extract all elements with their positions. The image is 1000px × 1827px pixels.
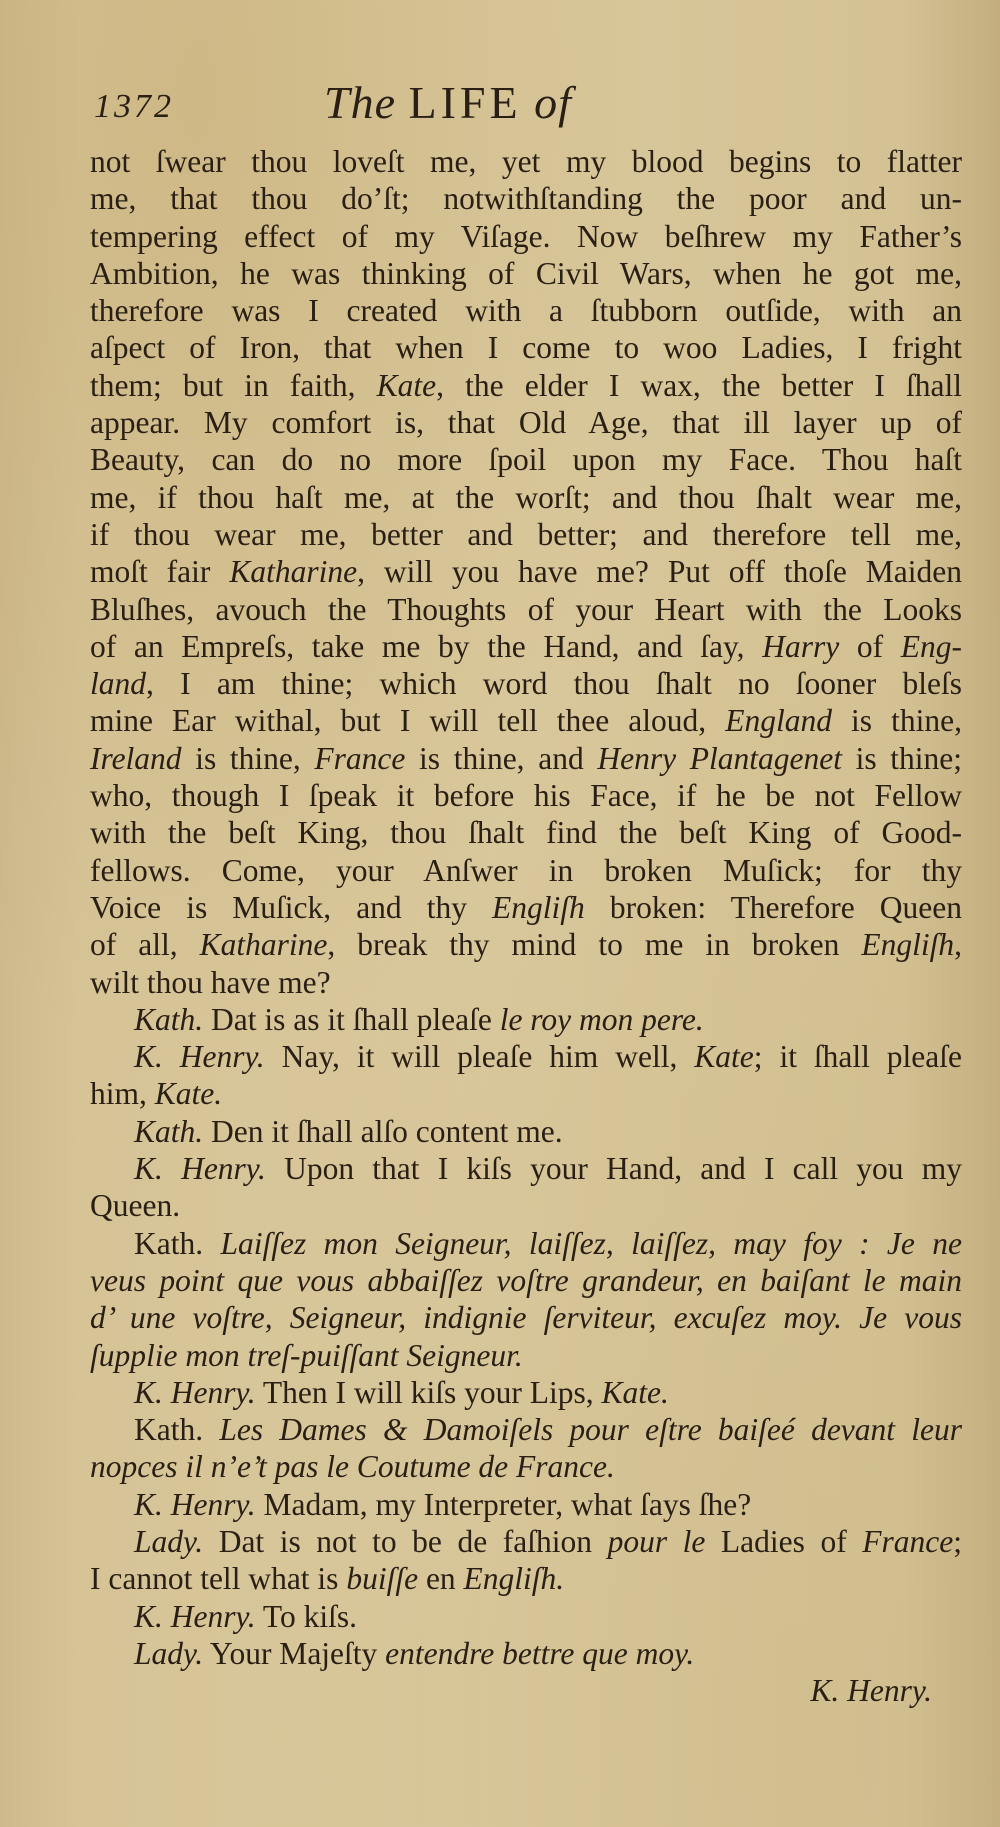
roman-text: him,	[90, 1076, 155, 1112]
text-line	[90, 292, 962, 329]
text-line	[90, 628, 962, 665]
roman-text: I cannot tell what is	[90, 1561, 347, 1597]
roman-text: ,	[954, 927, 962, 963]
text-line	[90, 740, 962, 777]
italic-text: Laiſſez mon Seigneur, laiſſez, laiſſez, may foy : Je ne	[220, 1225, 962, 1261]
text-line	[90, 1337, 962, 1374]
italic-text: K. Henry.	[810, 1673, 932, 1709]
roman-text: Bluſhes, avouch the Thoughts of your Heart with the Looks	[90, 591, 962, 627]
roman-text: Kath.	[134, 1412, 220, 1448]
text-line	[90, 367, 962, 404]
page-number: 1372	[94, 88, 174, 125]
italic-text: England	[725, 703, 832, 739]
italic-text: Kath.	[134, 1113, 204, 1149]
roman-text: of an Empreſs, take me by the Hand, and ſay,	[90, 628, 763, 664]
italic-text: K. Henry.	[134, 1598, 256, 1634]
body-text	[90, 143, 962, 1709]
text-line	[90, 1374, 962, 1411]
roman-text: Queen.	[90, 1188, 181, 1224]
text-line	[90, 926, 962, 963]
running-title-caps: LIFE	[408, 77, 522, 128]
page-header	[94, 77, 964, 132]
roman-text: me, that thou do’ſt; notwithſtanding the poor and un-	[90, 181, 962, 217]
roman-text: ;	[953, 1523, 962, 1559]
italic-text: veus point que vous abbaiſſez voſtre grandeur, en baiſant le main	[90, 1262, 962, 1298]
italic-text: buiſſe	[346, 1561, 419, 1597]
italic-text: Engliſh.	[463, 1561, 565, 1597]
roman-text: Madam, my Interpreter, what ſays ſhe?	[255, 1486, 752, 1522]
italic-text: d’ une voſtre, Seigneur, indignie ſerviteur, excuſez moy. Je vous	[90, 1300, 962, 1336]
roman-text: moſt fair	[90, 554, 230, 590]
roman-text: not ſwear thou loveſt me, yet my blood begins to flatter	[90, 144, 962, 179]
roman-text: Ladies of	[705, 1523, 863, 1559]
italic-text: Les Dames & Damoiſels pour eſtre baiſeé devant leur	[219, 1412, 962, 1448]
roman-text: who, though I ſpeak it before his Face, if he be not Fellow	[90, 778, 962, 814]
italic-text: Harry	[762, 628, 840, 664]
italic-text: Katharine	[229, 554, 358, 590]
text-line	[90, 479, 962, 516]
italic-text: Henry Plantagenet	[597, 740, 842, 776]
roman-text: is thine,	[181, 740, 315, 776]
italic-text: le roy mon pere.	[499, 1001, 704, 1037]
catchword	[90, 1672, 962, 1709]
text-line	[90, 255, 962, 292]
roman-text: Nay, it will pleaſe him well,	[264, 1039, 695, 1075]
italic-text: nopces il n’e’t pas le Coutume de France.	[90, 1449, 615, 1485]
roman-text: them; but in faith,	[90, 367, 377, 403]
roman-text: is thine, and	[405, 740, 598, 776]
running-title-suffix: of	[534, 77, 572, 128]
text-line	[90, 1150, 962, 1187]
text-line	[90, 665, 962, 702]
roman-text: Dat is not to be de faſhion	[203, 1523, 608, 1559]
roman-text: is thine,	[831, 703, 962, 739]
roman-text: Then I will kiſs your Lips,	[255, 1374, 602, 1410]
text-line	[90, 702, 962, 739]
roman-text: tempering effect of my Viſage. Now beſhrew my Father’s	[90, 218, 962, 254]
roman-text: of	[839, 628, 901, 664]
text-line	[90, 591, 962, 628]
text-line	[90, 889, 962, 926]
text-line	[90, 1075, 962, 1112]
text-line	[90, 964, 962, 1001]
italic-text: K. Henry.	[134, 1486, 256, 1522]
text-line	[90, 218, 962, 255]
italic-text: Kate	[376, 367, 437, 403]
roman-text: Kath.	[134, 1225, 221, 1261]
text-line	[90, 180, 962, 217]
italic-text: Kate.	[154, 1076, 223, 1112]
italic-text: Lady.	[134, 1523, 204, 1559]
text-line	[90, 1635, 962, 1672]
text-line	[90, 329, 962, 366]
italic-text: land	[90, 666, 147, 702]
text-line	[90, 516, 962, 553]
text-line	[90, 404, 962, 441]
text-line	[90, 1598, 962, 1635]
roman-text: broken: Therefore Queen	[584, 889, 962, 925]
italic-text: K. Henry.	[134, 1151, 266, 1187]
text-line	[90, 1299, 962, 1336]
roman-text: with the beſt King, thou ſhalt find the beſt King of Good-	[90, 815, 962, 851]
text-line	[90, 1262, 962, 1299]
italic-text: France	[314, 740, 406, 776]
roman-text: en	[418, 1561, 464, 1597]
roman-text: , break thy mind to me in broken	[327, 927, 862, 963]
roman-text: appear. My comfort is, that Old Age, that ill layer up of	[90, 405, 962, 441]
roman-text: therefore was I created with a ſtubborn outſide, with an	[90, 293, 962, 329]
text-line	[90, 1523, 962, 1560]
italic-text: Engliſh	[861, 927, 955, 963]
italic-text: pour le	[607, 1523, 706, 1559]
roman-text: of all,	[90, 927, 200, 963]
running-title-prefix: The	[324, 77, 396, 128]
roman-text: fellows. Come, your Anſwer in broken Muſick; for thy	[90, 852, 962, 888]
roman-text: Ambition, he was thinking of Civil Wars, when he got me,	[90, 255, 962, 291]
italic-text: Kate.	[601, 1374, 669, 1410]
roman-text: if thou wear me, better and better; and therefore tell me,	[90, 516, 962, 552]
running-title	[324, 76, 572, 129]
roman-text: Upon that I kiſs your Hand, and I call you my	[265, 1151, 962, 1187]
roman-text: Dat is as it ſhall pleaſe	[203, 1001, 500, 1037]
italic-text: France	[862, 1523, 954, 1559]
roman-text: mine Ear withal, but I will tell thee aloud,	[90, 703, 726, 739]
italic-text: Engliſh	[492, 889, 585, 925]
italic-text: Katharine	[199, 927, 328, 963]
text-line	[90, 1225, 962, 1262]
roman-text: To kiſs.	[255, 1598, 357, 1634]
italic-text: K. Henry.	[134, 1039, 265, 1075]
text-line	[90, 1038, 962, 1075]
roman-text: Beauty, can do no more ſpoil upon my Face. Thou haſt	[90, 442, 962, 478]
text-line	[90, 553, 962, 590]
roman-text: aſpect of Iron, that when I come to woo Ladies, I fright	[90, 330, 962, 366]
italic-text: Kate	[694, 1039, 754, 1075]
roman-text: Voice is Muſick, and thy	[90, 889, 493, 925]
roman-text: , the elder I wax, the better I ſhall	[436, 367, 962, 403]
text-line	[90, 1411, 962, 1448]
text-line	[90, 1001, 962, 1038]
text-line	[90, 1560, 962, 1597]
roman-text: me, if thou haſt me, at the worſt; and thou ſhalt wear me,	[90, 479, 962, 515]
italic-text: Eng-	[900, 628, 962, 664]
roman-text: Your Majeſty	[203, 1635, 386, 1671]
text-line	[90, 1187, 962, 1224]
roman-text: Den it ſhall alſo content me.	[203, 1113, 563, 1149]
text-line	[90, 777, 962, 814]
italic-text: Lady.	[134, 1635, 204, 1671]
text-line	[90, 1448, 962, 1485]
text-line	[90, 441, 962, 478]
italic-text: Ireland	[90, 740, 182, 776]
text-line	[90, 1113, 962, 1150]
roman-text: , will you have me? Put off thoſe Maiden	[357, 554, 963, 590]
text-line	[90, 814, 962, 851]
roman-text: ; it ſhall pleaſe	[753, 1039, 962, 1075]
roman-text: wilt thou have me?	[90, 964, 331, 1000]
italic-text: K. Henry.	[134, 1374, 256, 1410]
text-line	[90, 143, 962, 180]
roman-text: is thine;	[841, 740, 963, 776]
italic-text: ſupplie mon treſ-puiſſant Seigneur.	[90, 1337, 523, 1373]
text-line	[90, 852, 962, 889]
italic-text: Kath.	[134, 1001, 204, 1037]
italic-text: entendre bettre que moy.	[385, 1635, 695, 1671]
roman-text: , I am thine; which word thou ſhalt no ſooner bleſs	[146, 666, 962, 702]
text-line	[90, 1486, 962, 1523]
